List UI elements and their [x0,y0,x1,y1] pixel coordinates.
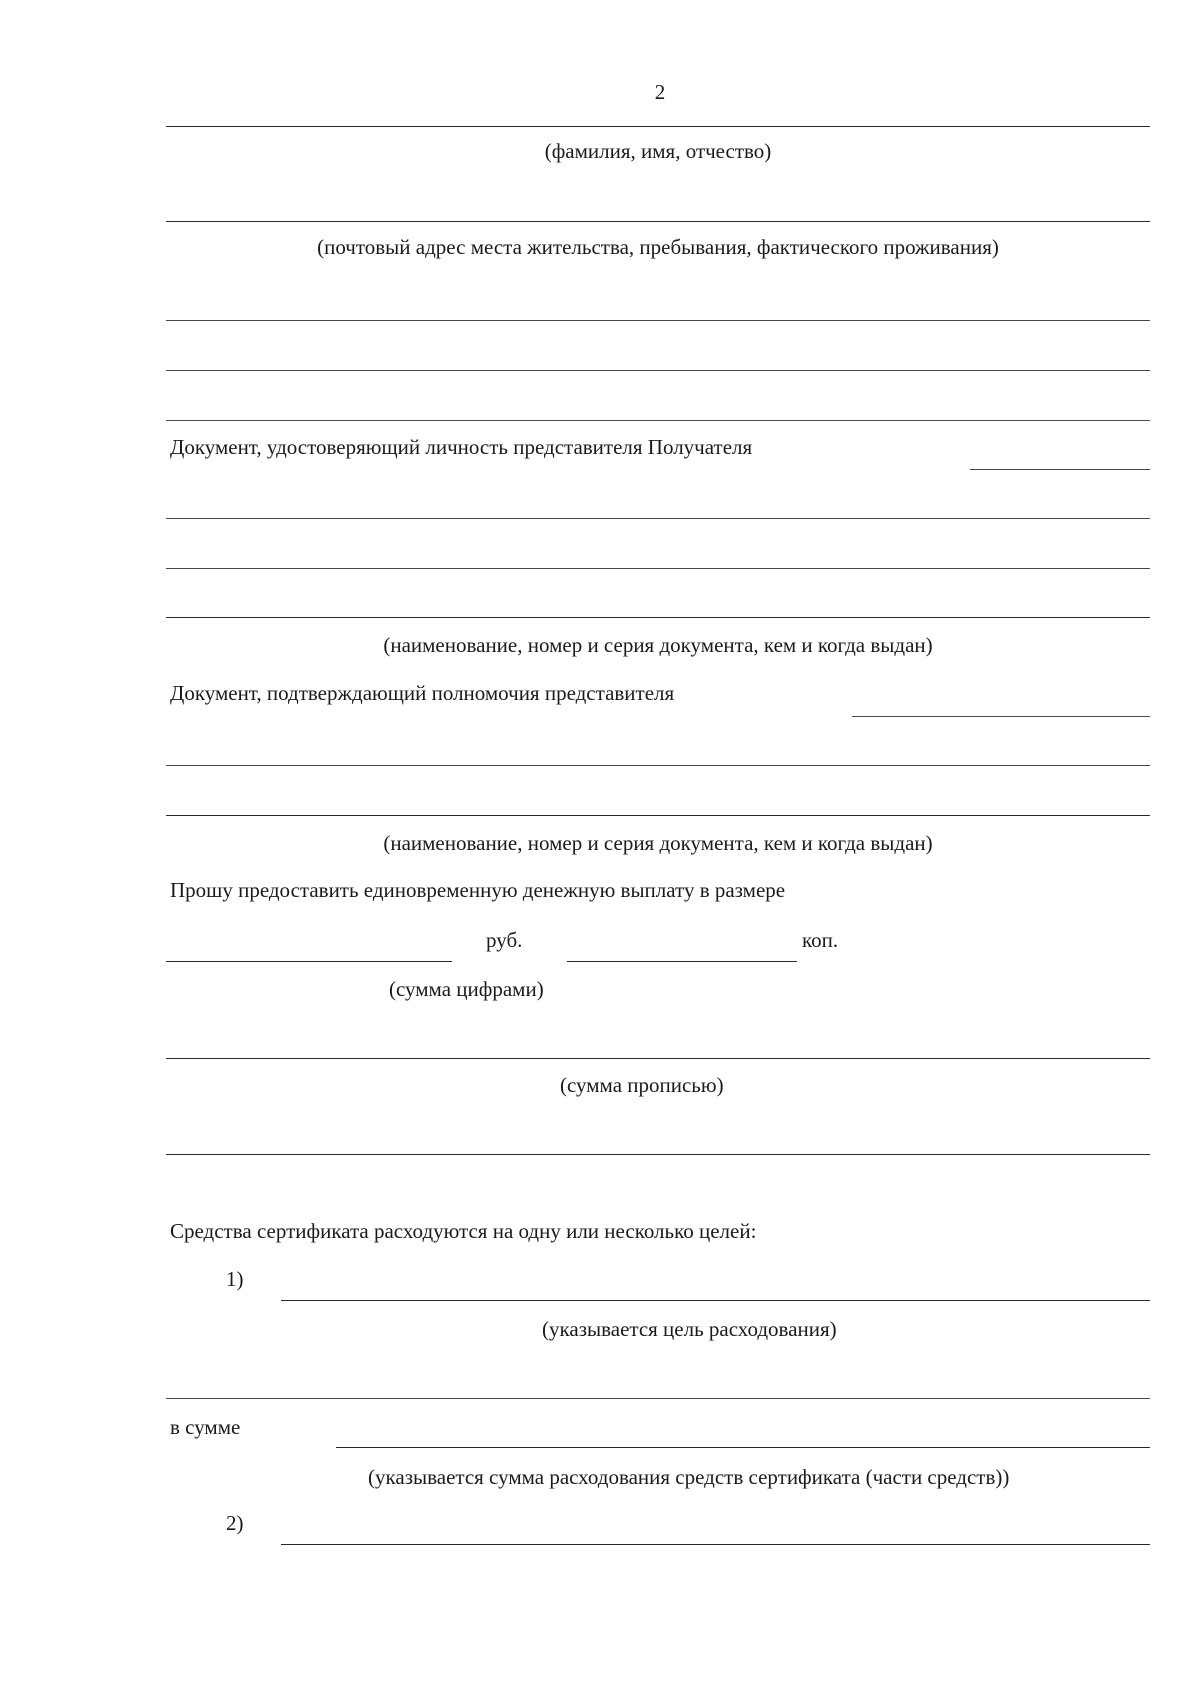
identity-doc-line-2[interactable] [166,518,1150,519]
kop-label: коп. [802,928,839,952]
authority-doc-line-2[interactable] [166,765,1150,766]
funds-intro-text: Средства сертификата расходуются на одну или несколько целей: [170,1219,757,1243]
identity-doc-line-3[interactable] [166,568,1150,569]
sum-rub-field[interactable] [166,961,452,962]
authority-doc-caption: (наименование, номер и серия документа, кем и когда выдан) [383,831,933,855]
identity-doc-caption: (наименование, номер и серия документа, кем и когда выдан) [383,633,933,657]
purpose-1-field[interactable] [281,1300,1150,1301]
address-line-3[interactable] [166,370,1150,371]
item-2-label: 2) [226,1511,244,1535]
rub-label: руб. [486,928,523,952]
identity-doc-field-start[interactable] [970,469,1150,470]
page-number: 2 [654,80,666,104]
fio-caption: (фамилия, имя, отчество) [544,139,772,163]
identity-doc-label: Документ, удостоверяющий личность представителя Получателя [170,435,753,459]
in-sum-label: в сумме [170,1415,241,1439]
request-text: Прошу предоставить единовременную денежную выплату в размере [170,878,786,902]
sum-words-field[interactable] [166,1058,1150,1059]
purpose-1-line-2[interactable] [166,1398,1150,1399]
authority-doc-line-3[interactable] [166,815,1150,816]
amount-1-field[interactable] [336,1447,1150,1448]
sum-words-caption: (сумма прописью) [560,1073,724,1097]
address-line-4[interactable] [166,420,1150,421]
authority-doc-label: Документ, подтверждающий полномочия представителя [170,681,675,705]
amount-1-caption: (указывается сумма расходования средств сертификата (части средств)) [368,1465,1010,1489]
purpose-2-field[interactable] [281,1544,1150,1545]
address-field[interactable] [166,221,1150,222]
fio-field[interactable] [166,126,1150,127]
address-caption: (почтовый адрес места жительства, пребывания, фактического проживания) [317,235,999,259]
sum-kop-field[interactable] [567,961,797,962]
sum-words-line-2[interactable] [166,1154,1150,1155]
sum-digits-caption: (сумма цифрами) [389,977,544,1001]
authority-doc-field-start[interactable] [852,716,1150,717]
purpose-1-caption: (указывается цель расходования) [542,1317,837,1341]
item-1-label: 1) [226,1267,244,1291]
address-line-2[interactable] [166,320,1150,321]
identity-doc-line-4[interactable] [166,617,1150,618]
